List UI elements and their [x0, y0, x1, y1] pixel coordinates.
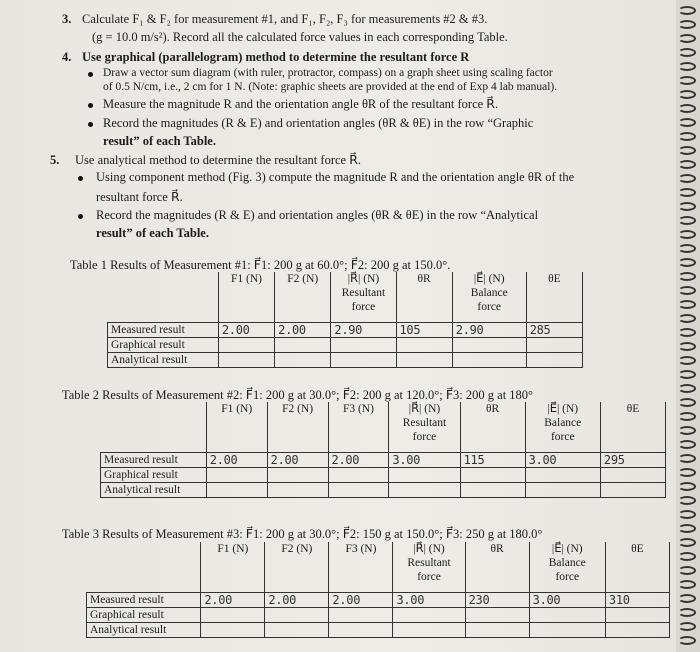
- spiral-loop: [678, 496, 696, 505]
- row-label: Analytical result: [87, 623, 201, 638]
- row-label: Analytical result: [108, 353, 219, 368]
- row-label: Graphical result: [101, 468, 207, 483]
- spiral-loop: [678, 62, 696, 71]
- resultant-label: Resultant: [407, 557, 451, 569]
- cell-value: 2.00: [275, 323, 331, 338]
- table-2-header-row: [101, 402, 666, 453]
- spiral-loop: [678, 90, 696, 99]
- force-label: force: [351, 301, 376, 313]
- cell-value: 2.90: [331, 323, 396, 338]
- item-4-bullet-1-b: of 0.5 N/cm, i.e., 2 cm for 1 N. (Note: graphic sheets are provided at the end of Exp 4 lab manual).: [103, 81, 558, 93]
- table-row: [108, 338, 583, 353]
- spiral-loop: [678, 244, 696, 253]
- table-row: [101, 453, 666, 468]
- spiral-loop: [678, 230, 696, 239]
- table-row: [101, 483, 666, 498]
- spiral-loop: [678, 370, 696, 379]
- theta-e-header: θE: [626, 403, 640, 415]
- spiral-loop: [678, 552, 696, 561]
- table-row: [101, 468, 666, 483]
- cell-value: 230: [465, 593, 529, 608]
- spiral-loop: [678, 426, 696, 435]
- resultant-label: Resultant: [402, 417, 447, 429]
- theta-e-header: θE: [548, 273, 561, 285]
- spiral-loop: [678, 216, 696, 225]
- row-label: Graphical result: [108, 338, 219, 353]
- spiral-binding: [676, 0, 700, 652]
- r-header: |R⃗| (N): [347, 273, 380, 285]
- force-label: force: [412, 431, 437, 443]
- row-label: Graphical result: [87, 608, 201, 623]
- table-2-title: Table 2 Results of Measurement #2: F⃗1: 200 g at 30.0°; F⃗2: 200 g at 120.0°; F⃗3: 200 g at 180°: [62, 388, 534, 402]
- cell-value: 295: [600, 453, 665, 468]
- spiral-loop: [678, 314, 696, 323]
- table-row: [108, 353, 583, 368]
- bullet-icon: [78, 214, 83, 219]
- balance-label: Balance: [548, 557, 586, 569]
- e-header: |E⃗| (N): [551, 543, 583, 555]
- spiral-loop: [678, 104, 696, 113]
- spiral-loop: [678, 118, 696, 127]
- row-label: Measured result: [108, 323, 219, 338]
- item-5-bullet-1-a: Using component method (Fig. 3) compute the magnitude R and the orientation angle θR of the: [96, 170, 575, 184]
- spiral-loop: [678, 356, 696, 365]
- cell-value: 2.00: [218, 323, 274, 338]
- item-3-line-1: Calculate F₁ & F₂ for measurement #1, and F₁, F₂, F₃ for measurements #2 & #3.: [82, 12, 488, 26]
- theta-r-header: θR: [486, 403, 500, 415]
- r-header: |R⃗| (N): [413, 543, 445, 555]
- spiral-loop: [678, 146, 696, 155]
- spiral-loop: [678, 608, 696, 617]
- spiral-loop: [678, 272, 696, 281]
- item-4-bullet-3-b: result” of each Table.: [103, 134, 216, 148]
- spiral-loop: [678, 636, 696, 645]
- item-4-number: 4.: [62, 50, 72, 64]
- item-4-bullet-2: Measure the magnitude R and the orientation angle θR of the resultant force R⃗.: [103, 97, 499, 111]
- cell-value: 2.00: [329, 593, 393, 608]
- spiral-loop: [678, 48, 696, 57]
- table-row: [108, 323, 583, 338]
- balance-label: Balance: [544, 417, 582, 429]
- item-4-bullet-3-a: Record the magnitudes (R & E) and orientation angles (θR & θE) in the row “Graphic: [103, 116, 534, 130]
- spiral-loop: [678, 258, 696, 267]
- item-5-bullet-1-b: resultant force R⃗.: [96, 190, 183, 204]
- theta-r-header: θR: [417, 273, 431, 285]
- cell-value: 3.00: [393, 593, 465, 608]
- bullet-icon: [88, 72, 93, 77]
- cell-value: 3.00: [525, 453, 600, 468]
- cell-value: 2.00: [206, 453, 267, 468]
- spiral-loop: [678, 594, 696, 603]
- f3-header: F3 (N): [345, 543, 377, 555]
- spiral-loop: [678, 412, 696, 421]
- force-label: force: [417, 571, 441, 583]
- cell-value: 2.00: [265, 593, 329, 608]
- item-4-bullet-1-a: Draw a vector sum diagram (with ruler, protractor, compass) on a graph sheet using scaling factor: [103, 67, 553, 79]
- e-header: |E⃗| (N): [473, 273, 505, 285]
- spiral-loop: [678, 160, 696, 169]
- f2-header: F2 (N): [281, 543, 313, 555]
- balance-label: Balance: [470, 287, 508, 299]
- table-1-header-row: [108, 272, 583, 323]
- spiral-loop: [678, 524, 696, 533]
- table-row: [87, 608, 670, 623]
- spiral-loop: [678, 174, 696, 183]
- cell-value: 3.00: [389, 453, 460, 468]
- spiral-loop: [678, 510, 696, 519]
- table-3: [86, 542, 670, 638]
- spiral-loop: [678, 482, 696, 491]
- item-3-number: 3.: [62, 12, 72, 26]
- bullet-icon: [78, 176, 83, 181]
- force-label: force: [477, 301, 502, 313]
- spiral-loop: [678, 6, 696, 15]
- item-5-bullet-2-b: result” of each Table.: [96, 226, 209, 240]
- spiral-loop: [678, 76, 696, 85]
- spiral-loop: [678, 566, 696, 575]
- f1-header: F1 (N): [231, 273, 262, 285]
- f2-header: F2 (N): [287, 273, 319, 285]
- table-1: [107, 272, 583, 368]
- cell-value: 285: [526, 323, 582, 338]
- theta-e-header: θE: [631, 543, 644, 555]
- f1-header: F1 (N): [221, 403, 253, 415]
- spiral-loop: [678, 398, 696, 407]
- e-header: |E⃗| (N): [547, 403, 579, 415]
- force-label: force: [555, 571, 580, 583]
- cell-value: 3.00: [529, 593, 605, 608]
- theta-r-header: θR: [490, 543, 504, 555]
- cell-value: 2.90: [452, 323, 526, 338]
- cell-value: 2.00: [267, 453, 328, 468]
- cell-value: 2.00: [201, 593, 265, 608]
- table-2: [100, 402, 666, 498]
- spiral-loop: [678, 300, 696, 309]
- cell-value: 115: [460, 453, 525, 468]
- table-row: [87, 623, 670, 638]
- spiral-loop: [678, 454, 696, 463]
- item-5-title: Use analytical method to determine the resultant force R⃗.: [75, 153, 362, 167]
- row-label: Analytical result: [101, 483, 207, 498]
- spiral-loop: [678, 440, 696, 449]
- item-4-title: Use graphical (parallelogram) method to determine the resultant force R⃗: [82, 50, 480, 64]
- f3-header: F3 (N): [342, 403, 374, 415]
- spiral-loop: [678, 622, 696, 631]
- spiral-loop: [678, 580, 696, 589]
- spiral-loop: [678, 202, 696, 211]
- bullet-icon: [88, 103, 93, 108]
- force-label: force: [550, 431, 575, 443]
- spiral-loop: [678, 34, 696, 43]
- spiral-loop: [678, 342, 696, 351]
- row-label: Measured result: [87, 593, 201, 608]
- spiral-loop: [678, 188, 696, 197]
- row-label: Measured result: [101, 453, 207, 468]
- r-header: |R⃗| (N): [408, 403, 441, 415]
- resultant-label: Resultant: [341, 287, 386, 299]
- table-3-title: Table 3 Results of Measurement #3: F⃗1: 200 g at 30.0°; F⃗2: 150 g at 150.0°; F⃗3: 250 g at 180.0°: [62, 527, 543, 541]
- item-5-bullet-2-a: Record the magnitudes (R & E) and orientation angles (θR & θE) in the row “Analytical: [96, 208, 539, 222]
- bullet-icon: [88, 122, 93, 127]
- cell-value: 105: [396, 323, 452, 338]
- spiral-loop: [678, 20, 696, 29]
- item-5-number: 5.: [50, 153, 60, 167]
- table-row: [87, 593, 670, 608]
- f1-header: F1 (N): [217, 543, 249, 555]
- spiral-loop: [678, 328, 696, 337]
- spiral-loop: [678, 132, 696, 141]
- table-1-title: Table 1 Results of Measurement #1: F⃗1: 200 g at 60.0°; F⃗2: 200 g at 150.0°.: [70, 258, 451, 272]
- spiral-loop: [678, 384, 696, 393]
- spiral-loop: [678, 286, 696, 295]
- spiral-loop: [678, 538, 696, 547]
- item-3-line-2: (g = 10.0 m/s²). Record all the calculated force values in each corresponding Table.: [92, 30, 508, 44]
- cell-value: 2.00: [328, 453, 389, 468]
- cell-value: 310: [605, 593, 669, 608]
- table-3-header-row: [87, 542, 670, 593]
- spiral-loop: [678, 468, 696, 477]
- f2-header: F2 (N): [282, 403, 314, 415]
